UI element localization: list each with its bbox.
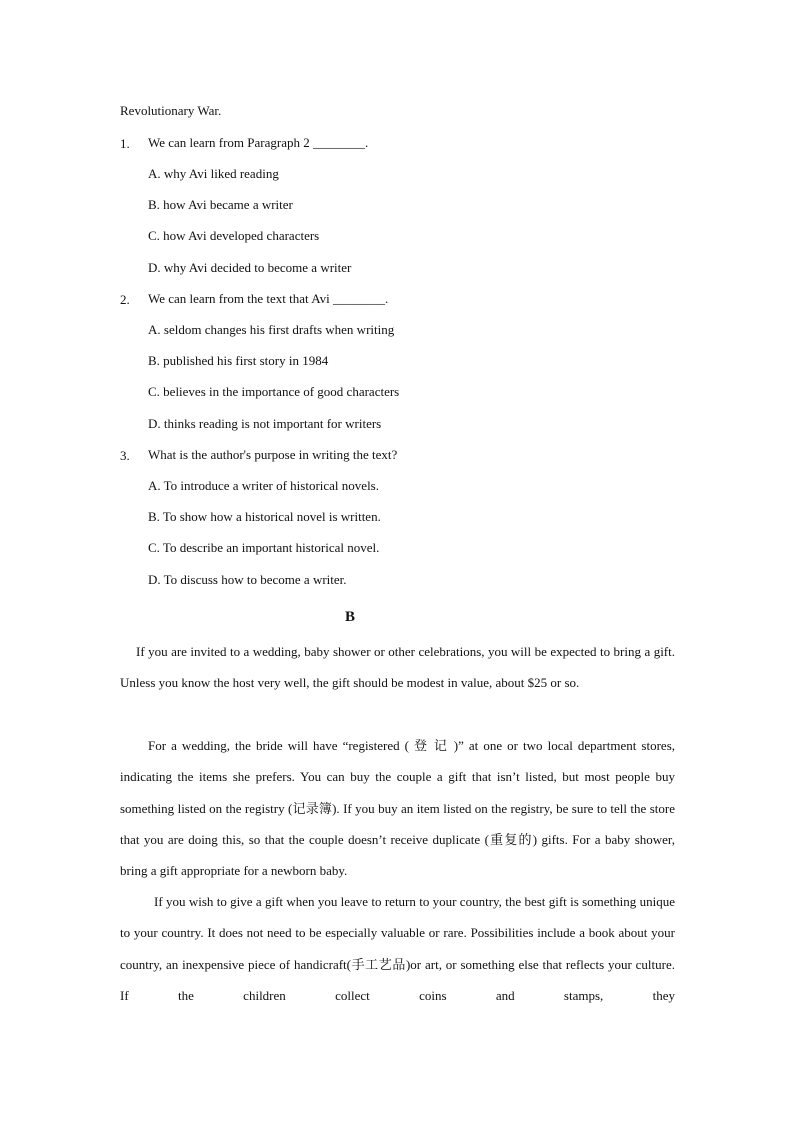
option-a: A. why Avi liked reading (148, 166, 279, 181)
question-number: 1. (120, 136, 130, 151)
option-c: C. how Avi developed characters (148, 228, 320, 243)
option-c: C. believes in the importance of good characters (148, 384, 400, 399)
option-a: A. To introduce a writer of historical novels. (148, 478, 379, 493)
option-d: D. why Avi decided to become a writer (148, 260, 352, 275)
option-d: D. thinks reading is not important for writers (148, 416, 382, 431)
question-stem: What is the author's purpose in writing the text? (148, 447, 398, 462)
paragraph-2: For a wedding, the bride will have “registered ( 登 记 )” at one or two local department stores, indicating the items she prefers. You can buy the couple a gift that isn’t listed, but most people buy something listed on the registry (记录簿). If you buy an item listed on the registry, be sure to tell the store that you are doing this, so that the couple doesn’t receive duplicate (重复的) gifts. For a baby shower, bring a gift appropriate for a newborn baby. (120, 738, 675, 879)
option-d: D. To discuss how to become a writer. (148, 572, 347, 587)
option-a: A. seldom changes his first drafts when writing (148, 322, 395, 337)
question-stem: We can learn from Paragraph 2 ________. (148, 135, 369, 150)
paragraph-3: If you wish to give a gift when you leave to return to your country, the best gift is something unique to your country. It does not need to be especially valuable or rare. Possibilities include a book about your country, an inexpensive piece of handicraft(手工艺品)or art, or something else that reflects your culture. If the children collect coins and stamps, they (120, 894, 675, 1003)
continuation-text: Revolutionary War. (120, 103, 222, 118)
option-c: C. To describe an important historical novel. (148, 540, 380, 555)
paragraph-1: If you are invited to a wedding, baby shower or other celebrations, you will be expected to bring a gift. Unless you know the host very well, the gift should be modest in value, about $25 or so. (120, 644, 675, 691)
option-b: B. published his first story in 1984 (148, 353, 329, 368)
section-title: B (344, 609, 355, 625)
question-stem: We can learn from the text that Avi ________. (148, 291, 389, 306)
option-b: B. To show how a historical novel is written. (148, 509, 381, 524)
question-number: 3. (120, 448, 130, 463)
option-b: B. how Avi became a writer (148, 197, 293, 212)
question-number: 2. (120, 292, 130, 307)
